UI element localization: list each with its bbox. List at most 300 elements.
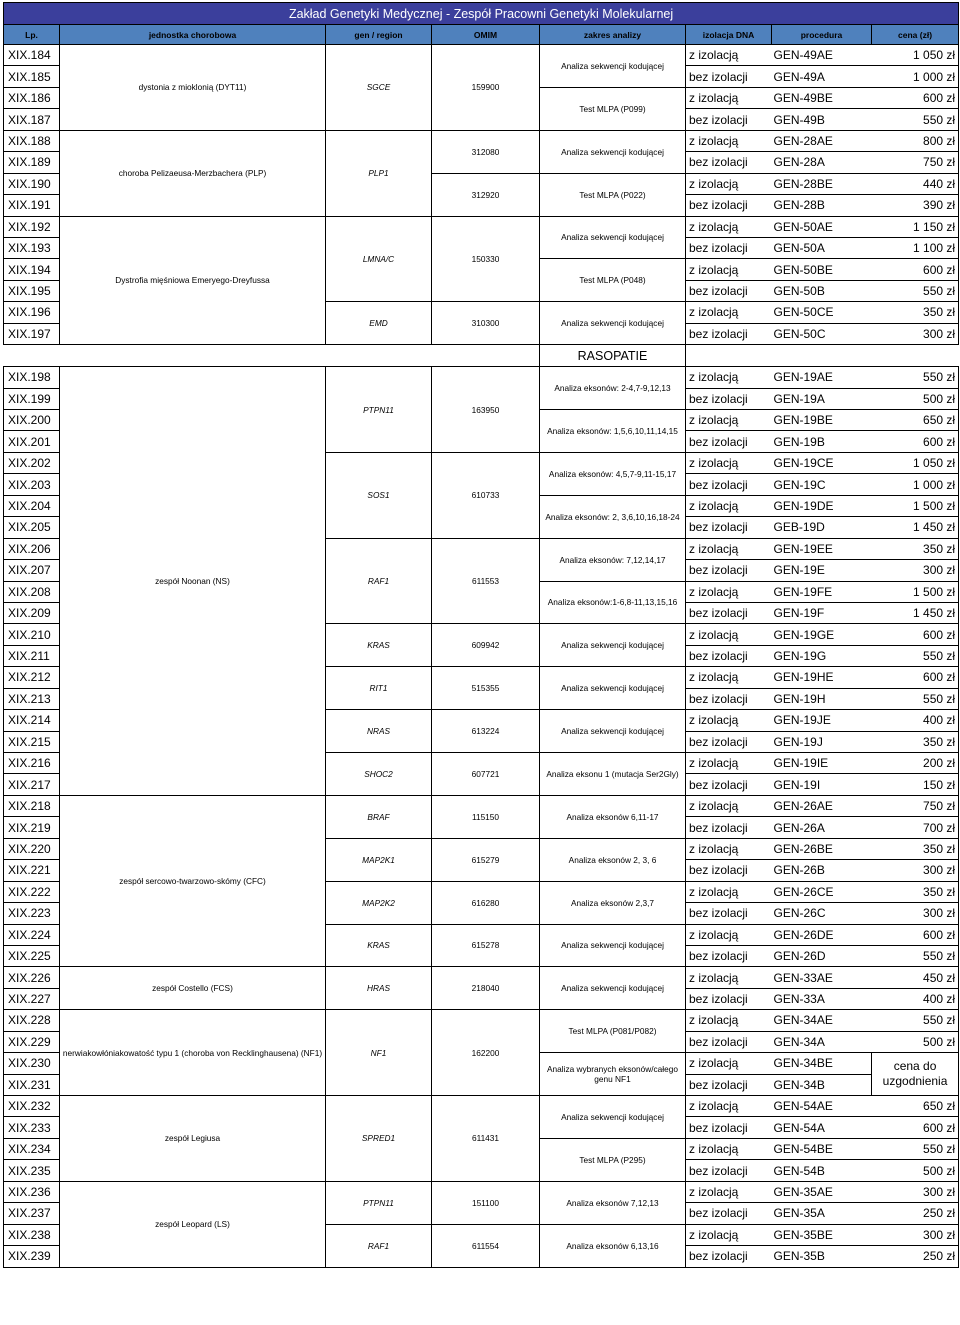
header-price: cena (zł) [872, 25, 959, 45]
row-number: XIX.191 [4, 195, 60, 216]
header-disease: jednostka chorobowa [60, 25, 326, 45]
analysis-scope: Analiza sekwencji kodującej [540, 302, 686, 345]
dna-isolation: z izolacją [686, 753, 772, 774]
procedure-code: GEN-50C [772, 323, 872, 344]
row-number: XIX.190 [4, 173, 60, 194]
price: 300 zł [872, 860, 959, 881]
procedure-code: GEN-49A [772, 66, 872, 87]
disease-name: zespół Legiusa [60, 1096, 326, 1182]
disease-name: dystonia z mioklonią (DYT11) [60, 45, 326, 131]
header-scope: zakres analizy [540, 25, 686, 45]
dna-isolation: z izolacją [686, 495, 772, 516]
procedure-code: GEN-19AE [772, 367, 872, 388]
gene-name: PTPN11 [326, 367, 432, 453]
dna-isolation: z izolacją [686, 967, 772, 988]
procedure-code: GEN-35B [772, 1246, 872, 1267]
dna-isolation: bez izolacji [686, 109, 772, 130]
procedure-code: GEN-26CE [772, 881, 872, 902]
price: 1 050 zł [872, 45, 959, 66]
row-number: XIX.228 [4, 1010, 60, 1031]
dna-isolation: z izolacją [686, 259, 772, 280]
procedure-code: GEN-49B [772, 109, 872, 130]
gene-name: HRAS [326, 967, 432, 1010]
gene-name: SOS1 [326, 452, 432, 538]
price-to-agree: cena do uzgodnienia [872, 1053, 959, 1096]
procedure-code: GEN-33A [772, 988, 872, 1009]
dna-isolation: z izolacją [686, 45, 772, 66]
price: 1 450 zł [872, 602, 959, 623]
dna-isolation: z izolacją [686, 216, 772, 237]
price: 300 zł [872, 1181, 959, 1202]
gene-name: SGCE [326, 45, 432, 131]
procedure-code: GEN-50AE [772, 216, 872, 237]
table-row [4, 367, 959, 388]
row-number: XIX.226 [4, 967, 60, 988]
analysis-scope: Analiza sekwencji kodującej [540, 710, 686, 753]
price: 550 zł [872, 645, 959, 666]
price: 600 zł [872, 667, 959, 688]
omim-number: 607721 [432, 753, 540, 796]
row-number: XIX.233 [4, 1117, 60, 1138]
gene-name: SHOC2 [326, 753, 432, 796]
row-number: XIX.186 [4, 87, 60, 108]
section-spacer [4, 345, 540, 367]
dna-isolation: z izolacją [686, 367, 772, 388]
table-row [4, 967, 959, 988]
row-number: XIX.237 [4, 1203, 60, 1224]
row-number: XIX.210 [4, 624, 60, 645]
gene-name: KRAS [326, 924, 432, 967]
procedure-code: GEN-19B [772, 431, 872, 452]
disease-name: nerwiakowłóniakowatość typu 1 (choroba von Recklinghausena) (NF1) [60, 1010, 326, 1096]
row-number: XIX.211 [4, 645, 60, 666]
price: 200 zł [872, 753, 959, 774]
dna-isolation: z izolacją [686, 452, 772, 473]
price: 250 zł [872, 1246, 959, 1267]
price: 1 500 zł [872, 495, 959, 516]
row-number: XIX.235 [4, 1160, 60, 1181]
row-number: XIX.187 [4, 109, 60, 130]
omim-number: 163950 [432, 367, 540, 453]
dna-isolation: bez izolacji [686, 817, 772, 838]
price: 250 zł [872, 1203, 959, 1224]
analysis-scope: Test MLPA (P099) [540, 87, 686, 130]
row-number: XIX.229 [4, 1031, 60, 1052]
row-number: XIX.200 [4, 410, 60, 431]
row-number: XIX.232 [4, 1096, 60, 1117]
price: 1 150 zł [872, 216, 959, 237]
dna-isolation: bez izolacji [686, 1203, 772, 1224]
dna-isolation: z izolacją [686, 581, 772, 602]
row-number: XIX.212 [4, 667, 60, 688]
disease-name: Dystrofia mięśniowa Emeryego-Dreyfussa [60, 216, 326, 345]
analysis-scope: Test MLPA (P022) [540, 173, 686, 216]
disease-name: choroba Pelizaeusa-Merzbachera (PLP) [60, 130, 326, 216]
table-row [4, 795, 959, 816]
price: 600 zł [872, 1117, 959, 1138]
price: 350 zł [872, 881, 959, 902]
price: 800 zł [872, 130, 959, 151]
omim-number: 615278 [432, 924, 540, 967]
analysis-scope: Analiza eksonów:1-6,8-11,13,15,16 [540, 581, 686, 624]
row-number: XIX.227 [4, 988, 60, 1009]
gene-name: EMD [326, 302, 432, 345]
gene-name: MAP2K2 [326, 881, 432, 924]
dna-isolation: z izolacją [686, 624, 772, 645]
gene-name: KRAS [326, 624, 432, 667]
procedure-code: GEN-26D [772, 945, 872, 966]
price: 650 zł [872, 410, 959, 431]
gene-name: BRAF [326, 795, 432, 838]
gene-name: LMNA/C [326, 216, 432, 302]
gene-name: RAF1 [326, 538, 432, 624]
column-header-row [4, 25, 959, 45]
row-number: XIX.238 [4, 1224, 60, 1245]
dna-isolation: z izolacją [686, 838, 772, 859]
procedure-code: GEN-28BE [772, 173, 872, 194]
analysis-scope: Test MLPA (P081/P082) [540, 1010, 686, 1053]
procedure-code: GEN-50BE [772, 259, 872, 280]
dna-isolation: bez izolacji [686, 1246, 772, 1267]
procedure-code: GEN-19G [772, 645, 872, 666]
analysis-scope: Test MLPA (P048) [540, 259, 686, 302]
procedure-code: GEN-35BE [772, 1224, 872, 1245]
procedure-code: GEN-19IE [772, 753, 872, 774]
omim-number: 162200 [432, 1010, 540, 1096]
analysis-scope: Analiza eksonów: 1,5,6,10,11,14,15 [540, 410, 686, 453]
price: 300 zł [872, 1224, 959, 1245]
dna-isolation: bez izolacji [686, 774, 772, 795]
dna-isolation: bez izolacji [686, 474, 772, 495]
table-row [4, 1181, 959, 1202]
price: 550 zł [872, 1010, 959, 1031]
price: 650 zł [872, 1096, 959, 1117]
analysis-scope: Analiza sekwencji kodującej [540, 967, 686, 1010]
procedure-code: GEN-19F [772, 602, 872, 623]
disease-name: zespół Costello (FCS) [60, 967, 326, 1010]
dna-isolation: bez izolacji [686, 323, 772, 344]
procedure-code: GEN-19GE [772, 624, 872, 645]
procedure-code: GEN-26DE [772, 924, 872, 945]
price: 1 500 zł [872, 581, 959, 602]
dna-isolation: bez izolacji [686, 560, 772, 581]
price: 550 zł [872, 688, 959, 709]
dna-isolation: bez izolacji [686, 195, 772, 216]
row-number: XIX.213 [4, 688, 60, 709]
dna-isolation: bez izolacji [686, 731, 772, 752]
row-number: XIX.202 [4, 452, 60, 473]
document-title: Zakład Genetyki Medycznej - Zespół Pracowni Genetyki Molekularnej [4, 3, 959, 25]
procedure-code: GEN-26BE [772, 838, 872, 859]
omim-number: 515355 [432, 667, 540, 710]
procedure-code: GEN-19JE [772, 710, 872, 731]
procedure-code: GEN-19A [772, 388, 872, 409]
row-number: XIX.204 [4, 495, 60, 516]
dna-isolation: z izolacją [686, 1053, 772, 1074]
price: 600 zł [872, 924, 959, 945]
omim-number: 611554 [432, 1224, 540, 1267]
omim-number: 312080 [432, 130, 540, 173]
header-gene: gen / region [326, 25, 432, 45]
price: 300 zł [872, 323, 959, 344]
omim-number: 218040 [432, 967, 540, 1010]
analysis-scope: Analiza eksonów 7,12,13 [540, 1181, 686, 1224]
row-number: XIX.217 [4, 774, 60, 795]
procedure-code: GEN-34BE [772, 1053, 872, 1074]
analysis-scope: Analiza eksonów 2, 3, 6 [540, 838, 686, 881]
procedure-code: GEN-19E [772, 560, 872, 581]
procedure-code: GEN-19CE [772, 452, 872, 473]
dna-isolation: z izolacją [686, 1010, 772, 1031]
price: 150 zł [872, 774, 959, 795]
price: 500 zł [872, 1031, 959, 1052]
header-isolation: izolacja DNA [686, 25, 772, 45]
analysis-scope: Analiza sekwencji kodującej [540, 45, 686, 88]
price: 1 000 zł [872, 66, 959, 87]
procedure-code: GEN-19C [772, 474, 872, 495]
procedure-code: GEN-35AE [772, 1181, 872, 1202]
dna-isolation: z izolacją [686, 1181, 772, 1202]
dna-isolation: bez izolacji [686, 1117, 772, 1138]
price: 440 zł [872, 173, 959, 194]
dna-isolation: bez izolacji [686, 517, 772, 538]
procedure-code: GEN-54AE [772, 1096, 872, 1117]
row-number: XIX.214 [4, 710, 60, 731]
procedure-code: GEN-33AE [772, 967, 872, 988]
row-number: XIX.198 [4, 367, 60, 388]
dna-isolation: bez izolacji [686, 1160, 772, 1181]
price: 400 zł [872, 988, 959, 1009]
procedure-code: GEN-26B [772, 860, 872, 881]
row-number: XIX.222 [4, 881, 60, 902]
price: 450 zł [872, 967, 959, 988]
gene-name: MAP2K1 [326, 838, 432, 881]
gene-name: NF1 [326, 1010, 432, 1096]
dna-isolation: z izolacją [686, 795, 772, 816]
procedure-code: GEN-28A [772, 152, 872, 173]
price: 550 zł [872, 280, 959, 301]
row-number: XIX.189 [4, 152, 60, 173]
procedure-code: GEN-54A [772, 1117, 872, 1138]
dna-isolation: z izolacją [686, 1138, 772, 1159]
analysis-scope: Analiza sekwencji kodującej [540, 216, 686, 259]
gene-name: NRAS [326, 710, 432, 753]
analysis-scope: Analiza eksonów: 2, 3,6,10,16,18-24 [540, 495, 686, 538]
omim-number: 609942 [432, 624, 540, 667]
row-number: XIX.234 [4, 1138, 60, 1159]
gene-name: PLP1 [326, 130, 432, 216]
price: 300 zł [872, 903, 959, 924]
procedure-code: GEN-54B [772, 1160, 872, 1181]
dna-isolation: z izolacją [686, 173, 772, 194]
dna-isolation: bez izolacji [686, 988, 772, 1009]
row-number: XIX.223 [4, 903, 60, 924]
price: 600 zł [872, 431, 959, 452]
dna-isolation: bez izolacji [686, 945, 772, 966]
header-omim: OMIM [432, 25, 540, 45]
dna-isolation: z izolacją [686, 302, 772, 323]
price: 350 zł [872, 538, 959, 559]
procedure-code: GEN-34A [772, 1031, 872, 1052]
analysis-scope: Analiza wybranych eksonów/całego genu NF1 [540, 1053, 686, 1096]
gene-name: RIT1 [326, 667, 432, 710]
price: 300 zł [872, 560, 959, 581]
dna-isolation: z izolacją [686, 1096, 772, 1117]
analysis-scope: Test MLPA (P295) [540, 1138, 686, 1181]
dna-isolation: z izolacją [686, 710, 772, 731]
table-row [4, 216, 959, 237]
dna-isolation: z izolacją [686, 130, 772, 151]
procedure-code: GEN-28B [772, 195, 872, 216]
analysis-scope: Analiza eksonów: 7,12,14,17 [540, 538, 686, 581]
table-row [4, 1096, 959, 1117]
price: 400 zł [872, 710, 959, 731]
omim-number: 115150 [432, 795, 540, 838]
analysis-scope: Analiza sekwencji kodującej [540, 1096, 686, 1139]
row-number: XIX.188 [4, 130, 60, 151]
row-number: XIX.185 [4, 66, 60, 87]
row-number: XIX.196 [4, 302, 60, 323]
analysis-scope: Analiza sekwencji kodującej [540, 130, 686, 173]
omim-number: 611431 [432, 1096, 540, 1182]
row-number: XIX.218 [4, 795, 60, 816]
analysis-scope: Analiza sekwencji kodującej [540, 924, 686, 967]
procedure-code: GEN-19HE [772, 667, 872, 688]
table-row [4, 1010, 959, 1031]
table-row [4, 45, 959, 66]
row-number: XIX.203 [4, 474, 60, 495]
row-number: XIX.199 [4, 388, 60, 409]
price: 1 450 zł [872, 517, 959, 538]
price: 600 zł [872, 259, 959, 280]
section-title: RASOPATIE [540, 345, 686, 367]
row-number: XIX.224 [4, 924, 60, 945]
omim-number: 151100 [432, 1181, 540, 1224]
dna-isolation: bez izolacji [686, 388, 772, 409]
disease-name: zespół sercowo-twarzowo-skómy (CFC) [60, 795, 326, 967]
gene-name: PTPN11 [326, 1181, 432, 1224]
row-number: XIX.192 [4, 216, 60, 237]
row-number: XIX.221 [4, 860, 60, 881]
row-number: XIX.201 [4, 431, 60, 452]
omim-number: 611553 [432, 538, 540, 624]
price-table [3, 2, 959, 1268]
price: 1 100 zł [872, 237, 959, 258]
row-number: XIX.197 [4, 323, 60, 344]
omim-number: 615279 [432, 838, 540, 881]
analysis-scope: Analiza eksonów 2,3,7 [540, 881, 686, 924]
dna-isolation: bez izolacji [686, 688, 772, 709]
dna-isolation: z izolacją [686, 87, 772, 108]
disease-name: zespół Noonan (NS) [60, 367, 326, 796]
dna-isolation: z izolacją [686, 1224, 772, 1245]
section-row [4, 345, 959, 367]
dna-isolation: z izolacją [686, 924, 772, 945]
price: 350 zł [872, 302, 959, 323]
procedure-code: GEN-19DE [772, 495, 872, 516]
row-number: XIX.193 [4, 237, 60, 258]
omim-number: 159900 [432, 45, 540, 131]
price: 1 000 zł [872, 474, 959, 495]
section-spacer [686, 345, 959, 367]
analysis-scope: Analiza eksonów: 4,5,7-9,11-15,17 [540, 452, 686, 495]
procedure-code: GEN-34AE [772, 1010, 872, 1031]
omim-number: 610733 [432, 452, 540, 538]
procedure-code: GEN-19H [772, 688, 872, 709]
analysis-scope: Analiza sekwencji kodującej [540, 667, 686, 710]
procedure-code: GEB-19D [772, 517, 872, 538]
procedure-code: GEN-26A [772, 817, 872, 838]
price: 550 zł [872, 1138, 959, 1159]
procedure-code: GEN-50CE [772, 302, 872, 323]
table-row [4, 130, 959, 151]
dna-isolation: bez izolacji [686, 860, 772, 881]
dna-isolation: z izolacją [686, 881, 772, 902]
procedure-code: GEN-19BE [772, 410, 872, 431]
price: 750 zł [872, 152, 959, 173]
price: 1 050 zł [872, 452, 959, 473]
dna-isolation: bez izolacji [686, 66, 772, 87]
procedure-code: GEN-28AE [772, 130, 872, 151]
dna-isolation: z izolacją [686, 410, 772, 431]
dna-isolation: bez izolacji [686, 645, 772, 666]
analysis-scope: Analiza sekwencji kodującej [540, 624, 686, 667]
row-number: XIX.207 [4, 560, 60, 581]
price: 600 zł [872, 624, 959, 645]
gene-name: SPRED1 [326, 1096, 432, 1182]
row-number: XIX.184 [4, 45, 60, 66]
dna-isolation: z izolacją [686, 538, 772, 559]
row-number: XIX.219 [4, 817, 60, 838]
row-number: XIX.239 [4, 1246, 60, 1267]
disease-name: zespół Leopard (LS) [60, 1181, 326, 1267]
price: 500 zł [872, 1160, 959, 1181]
procedure-code: GEN-26AE [772, 795, 872, 816]
omim-number: 613224 [432, 710, 540, 753]
price: 550 zł [872, 109, 959, 130]
procedure-code: GEN-54BE [772, 1138, 872, 1159]
row-number: XIX.220 [4, 838, 60, 859]
dna-isolation: z izolacją [686, 667, 772, 688]
price: 750 zł [872, 795, 959, 816]
procedure-code: GEN-19EE [772, 538, 872, 559]
price: 600 zł [872, 87, 959, 108]
procedure-code: GEN-26C [772, 903, 872, 924]
analysis-scope: Analiza eksonów 6,11-17 [540, 795, 686, 838]
price: 390 zł [872, 195, 959, 216]
row-number: XIX.225 [4, 945, 60, 966]
dna-isolation: bez izolacji [686, 903, 772, 924]
dna-isolation: bez izolacji [686, 1074, 772, 1095]
row-number: XIX.194 [4, 259, 60, 280]
dna-isolation: bez izolacji [686, 152, 772, 173]
omim-number: 150330 [432, 216, 540, 302]
dna-isolation: bez izolacji [686, 280, 772, 301]
row-number: XIX.215 [4, 731, 60, 752]
gene-name: RAF1 [326, 1224, 432, 1267]
row-number: XIX.216 [4, 753, 60, 774]
dna-isolation: bez izolacji [686, 431, 772, 452]
price: 550 zł [872, 945, 959, 966]
row-number: XIX.236 [4, 1181, 60, 1202]
header-procedure: procedura [772, 25, 872, 45]
header-lp: Lp. [4, 25, 60, 45]
procedure-code: GEN-19FE [772, 581, 872, 602]
row-number: XIX.208 [4, 581, 60, 602]
procedure-code: GEN-19J [772, 731, 872, 752]
procedure-code: GEN-50B [772, 280, 872, 301]
row-number: XIX.209 [4, 602, 60, 623]
